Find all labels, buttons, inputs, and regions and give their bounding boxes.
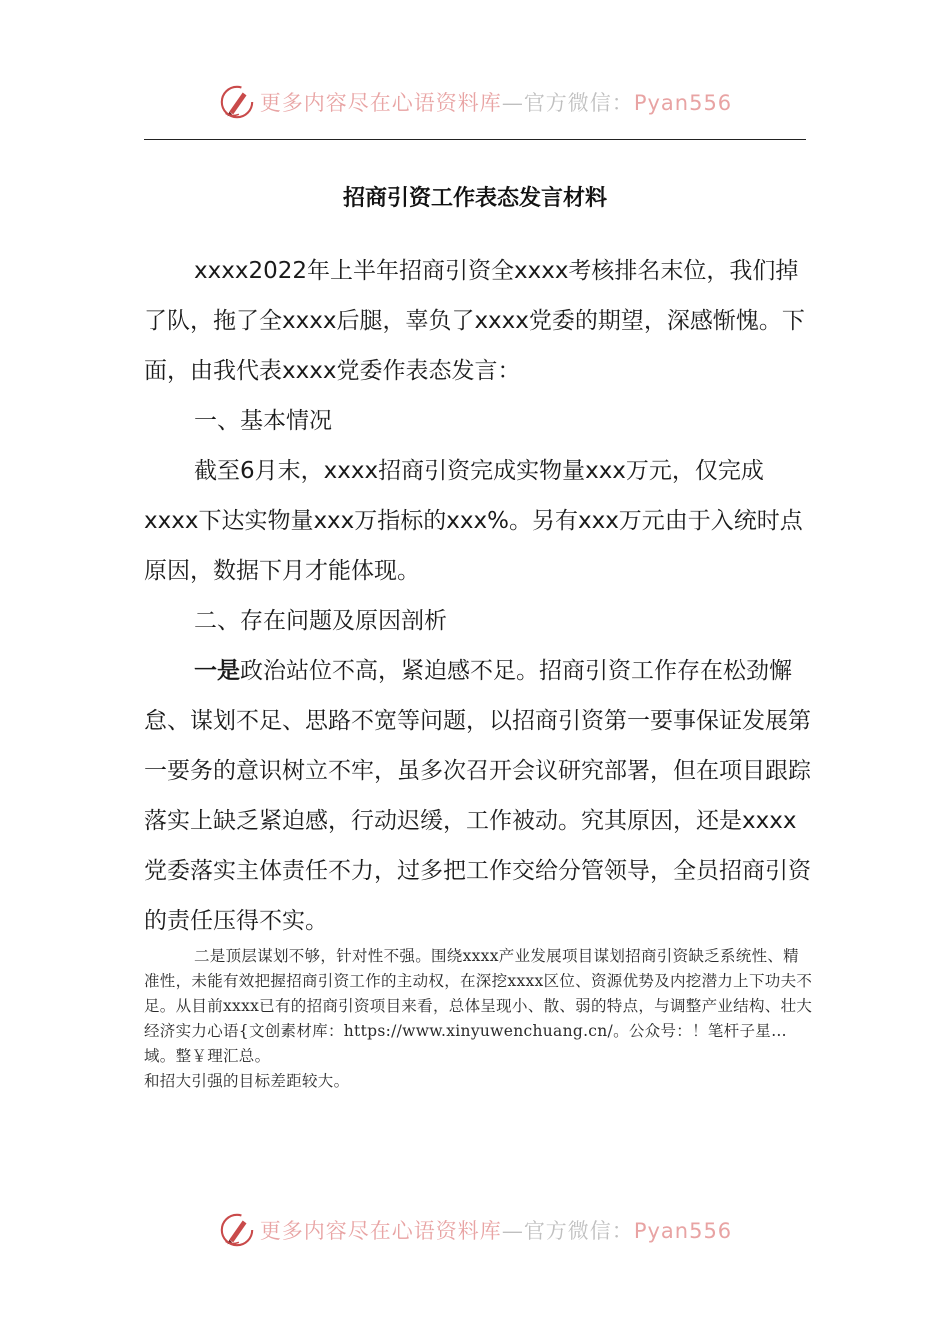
banner-main-text: 更多内容尽在心语资料库 [259, 91, 502, 115]
banner-main-text: 更多内容尽在心语资料库 [259, 1219, 502, 1243]
document-body [144, 246, 814, 946]
header-rule [144, 139, 806, 140]
pen-logo-icon [218, 1211, 256, 1249]
banner-label: 官方微信： [523, 91, 634, 115]
point-1-text: 政治站位不高，紧迫感不足。招商引资工作存在松劲懈怠、谋划不足、思路不宽等问题，以招商引资第一要事保证发展第一要务的意识树立不牢，虽多次召开会议研究部署，但在项目跟踪落实上缺乏紧迫感，行动迟缓，工作被动。究其原因，还是xxxx党委落实主体责任不力，过多把工作交给分管领导，全员招商引资的责任压得不实。 [144, 658, 811, 934]
section-heading-2: 二、存在问题及原因剖析 [194, 608, 447, 634]
point-2-tail: 和招大引强的目标差距较大。 [144, 1072, 350, 1090]
point-2-paragraph: 二是顶层谋划不够，针对性不强。围绕xxxx产业发展项目谋划招商引资缺乏系统性、精准性，未能有效把握招商引资工作的主动权，在深挖xxxx区位、资源优势及内挖潜力上下功夫不足。从目前xxxx已有的招商引资项目来看，总体呈现小、散、弱的特点，与调整产业结构、壮大经济实力心语{文创素材库：https://www.xinyuwenchuang.cn/。公众号：！笔杆子星…域。整￥理汇总。 [144, 947, 813, 1065]
banner-wechat-id: Pyan556 [633, 1219, 733, 1243]
section-heading-1: 一、基本情况 [194, 408, 332, 434]
pen-logo-icon [218, 83, 256, 121]
intro-paragraph: xxxx2022年上半年招商引资全xxxx考核排名末位，我们掉了队，拖了全xxxx后腿，辜负了xxxx党委的期望，深感惭愧。下面，由我代表xxxx党委作表态发言： [144, 258, 805, 384]
banner-label: 官方微信： [523, 1219, 634, 1243]
header-watermark-banner [0, 80, 950, 124]
banner-separator: — [501, 1219, 524, 1243]
banner-separator: — [501, 91, 524, 115]
basic-situation-paragraph: 截至6月末，xxxx招商引资完成实物量xxx万元，仅完成xxxx下达实物量xxx万指标的xxx%。另有xxx万元由于入统时点原因，数据下月才能体现。 [144, 458, 803, 584]
document-title: 招商引资工作表态发言材料 [342, 186, 607, 211]
banner-wechat-id: Pyan556 [633, 91, 733, 115]
point-2-block [144, 944, 814, 1094]
point-1-paragraph [144, 646, 814, 946]
footer-watermark-banner [0, 1208, 950, 1252]
point-1-lead: 一是 [194, 658, 240, 684]
